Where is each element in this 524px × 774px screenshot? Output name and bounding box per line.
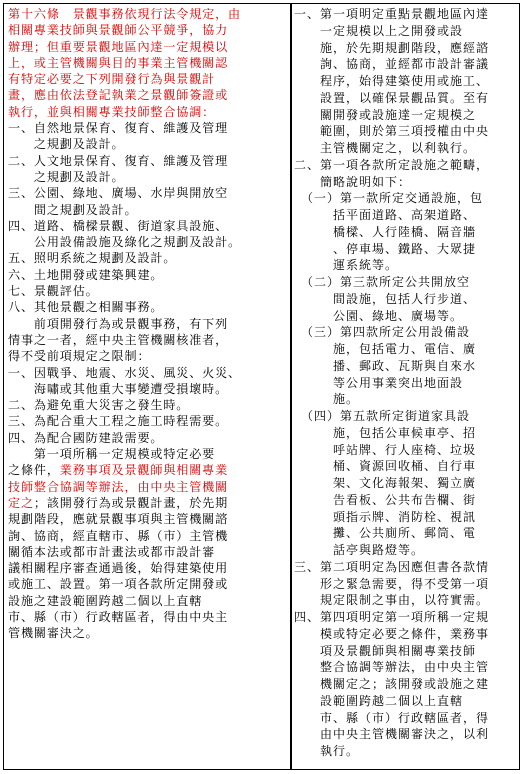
article-line [8,479,280,495]
article-line [8,446,280,462]
article-line [8,576,280,592]
article-line [8,560,280,576]
text-segment: 七、景觀評估。 [8,284,99,299]
text-segment: 六、土地開發或建築興建。 [8,267,164,282]
explanation-line: 施，包括公車候車亭、招 [294,425,477,440]
text-segment: 第一項所稱一定規模或特定必要 [8,447,216,462]
article-line [8,104,280,120]
article-line [8,495,280,511]
article-line [8,430,280,446]
text-segment: 公用設備設施及綠化之規劃及設計。 [8,235,241,250]
text-segment: 之條件， [8,463,60,478]
text-segment: 海嘯或其他重大事變遭受損壞時。 [8,381,229,396]
explanation-line: 橋樑、人行陸橋、隔音牆 [294,224,477,239]
highlighted-text: 業務事項及景觀師與相關專業 [59,463,229,478]
explanation-line: 施，於先期規劃階段，應經諮 [294,40,490,55]
explanation-line: 主管機關定之，以利執行。 [294,141,477,155]
column-divider [290,4,292,769]
text-segment: 一、自然地景保育、復育、維護及管理 [8,121,229,136]
explanation-line: 告看板、公共布告欄、街 [294,492,477,507]
highlighted-text: 畫，應由依法登記執業之景觀師簽證或 [8,88,229,103]
article-line [8,462,280,478]
article-line [8,381,280,397]
explanation-line: 機關定之；該開發或設施之建 [294,677,490,691]
highlighted-text: 相關專業技師與景觀師公平競爭，協力 [8,23,229,38]
text-segment: 之規劃及設計。 [8,169,125,184]
article-line [8,283,280,299]
text-segment: 詢、協商，經直轄市、縣（市）主管機 [8,528,229,543]
text-segment: 管機關審決之。 [8,626,99,641]
article-line [8,609,280,625]
explanation-line: 四、第四項明定第一項所稱一定規 [294,610,490,624]
article-line [8,169,280,185]
article-line [8,332,280,348]
text-segment: ；該開發行為或景觀計畫，於先期 [33,495,229,510]
explanation-line: 播、郵政、瓦斯與自來水 [294,358,477,373]
explanation-line: 設置，以確保景觀品質。至有 [294,90,490,105]
text-segment: 四、為配合國防建設需要。 [8,430,164,445]
explanation-line: （二）第三款所定公共開放空 [294,275,471,289]
explanation-column [294,6,513,760]
article-line [8,299,280,315]
article-line [8,185,280,201]
explanation-line: 桶、資源回收桶、自行車 [294,459,477,474]
explanation-line: （四）第五款所定街道家具設 [294,409,471,423]
explanation-line: 範圍，則於第三項授權由中央 [294,124,490,139]
explanation-line: 設範圍跨越二個以上直轄 [294,693,464,708]
explanation-line: 攤、公共廁所、郵筒、電 [294,526,477,541]
explanation-line: 頭指示牌、消防栓、視訊 [294,509,477,524]
explanation-line: 規定限制之事由，以符實需。 [294,593,490,608]
article-line [8,218,280,234]
explanation-line: 項及景觀師與相關專業技師 [294,643,477,658]
article-line [8,234,280,250]
text-segment: 議相關程序審查通過後，始得建築使用 [8,561,229,576]
explanation-line: 括平面道路、高架道路、 [294,208,477,222]
article-line [8,39,280,55]
explanation-line: 呼站牌、行人座椅、垃圾 [294,442,477,457]
text-segment: 得不受前項規定之限制： [8,349,151,364]
article-line [8,6,280,22]
text-segment: 三、公園、綠地、廣場、水岸與開放空 [8,186,229,201]
article-text-column [8,6,280,642]
article-line [8,348,280,364]
text-segment: 關循本法或都市計畫法或都市設計審 [8,544,216,559]
explanation-line: 模或特定必要之條件，業務事 [294,626,490,641]
explanation-line: 關開發或設施達一定規模之 [294,107,477,122]
article-line [8,413,280,429]
article-line [8,365,280,381]
explanation-line: 間設施，包括人行步道、 [294,291,477,306]
text-segment: 五、照明系統之規劃及設計。 [8,251,177,266]
article-line [8,397,280,413]
text-segment: 一、因戰爭、地震、水災、風災、火災、 [8,365,241,380]
explanation-line: 等公用事業突出地面設 [294,375,464,390]
highlighted-text: 技師整合協調等辦法，由中央主管機關 [8,479,229,494]
explanation-line: 程序，始得建築使用或施工、 [294,74,490,88]
explanation-line: 簡略說明如下： [294,174,412,189]
article-line [8,528,280,544]
highlighted-text: 上，或主管機關與目的事業主管機關認 [8,55,229,70]
text-segment: 間之規劃及設計。 [8,202,138,217]
article-line [8,267,280,283]
explanation-line: 、停車場、鐵路、大眾捷 [294,241,477,256]
text-segment: 市、縣（市）行政轄區者，得由中央主 [8,609,229,624]
highlighted-text: 定之 [8,495,34,510]
explanation-line: 三、第二項明定為因應但書各款情 [294,559,490,574]
highlighted-text: 第十六條 景觀事務依現行法令規定，由 [8,7,241,21]
explanation-line: 一定規模以上之開發或設 [294,23,464,38]
text-segment: 情事之一者，經中央主管機關核准者， [8,332,229,347]
article-line [8,87,280,103]
text-segment: 四、道路、橋樑景觀、街道家具設施、 [8,218,229,233]
explanation-line: 施，包括電力、電信、廣 [294,342,477,356]
text-segment: 或施工、設置。第一項各款所定開發或 [8,577,229,592]
text-segment: 八、其他景觀之相關事務。 [8,300,164,315]
article-line [8,202,280,218]
text-segment: 設施之建設範圍跨越二個以上直轄 [8,593,203,608]
highlighted-text: 有特定必要之下列開發行為與景觀計 [8,72,216,87]
explanation-line: 一、第一項明定重點景觀地區內達 [294,7,490,21]
explanation-line: 形之緊急需要，得不受第一項 [294,576,490,591]
text-segment: 二、人文地景保育、復育、維護及管理 [8,153,229,168]
highlighted-text: 執行，並與相關專業技師整合協調： [8,104,216,119]
article-line [8,55,280,71]
article-line [8,120,280,136]
explanation-line: 運系統等。 [294,258,399,273]
explanation-line: （一）第一款所定交通設施，包 [294,191,484,206]
text-segment: 規劃階段，應就景觀事項與主管機關諮 [8,512,229,527]
explanation-line: 二、第一項各款所定設施之範疇， [294,157,490,172]
article-line [8,22,280,38]
article-line [8,544,280,560]
text-segment: 前項開發行為或景觀事務，有下列 [8,316,229,331]
explanation-line: 由中央主管機關審決之，以利 [294,727,490,742]
article-line [8,153,280,169]
explanation-line: 詢、協商，並經都市設計審議 [294,57,490,72]
explanation-line: 執行。 [294,744,360,758]
article-line [8,625,280,641]
text-segment: 三、為配合重大工程之施工時程需要。 [8,414,229,429]
article-line [8,71,280,87]
explanation-line: 市、縣（市）行政轄區者，得 [294,710,490,725]
explanation-line: 施。 [294,392,360,407]
explanation-line: 公園、綠地、廣場等。 [294,308,464,323]
article-line [8,136,280,152]
article-line [8,511,280,527]
highlighted-text: 辦理；但重要景觀地區內達一定規模以 [8,39,229,54]
explanation-line: 架、文化海報架、獨立廣 [294,476,477,490]
article-line [8,250,280,266]
text-segment: 二、為避免重大災害之發生時。 [8,398,190,413]
article-line [8,593,280,609]
explanation-line: 整合協調等辦法，由中央主管 [294,660,490,675]
explanation-line: （三）第四款所定公用設備設 [294,325,471,340]
article-line [8,316,280,332]
text-segment: 之規劃及設計。 [8,137,125,152]
explanation-line: 話亭與路燈等。 [294,543,425,557]
